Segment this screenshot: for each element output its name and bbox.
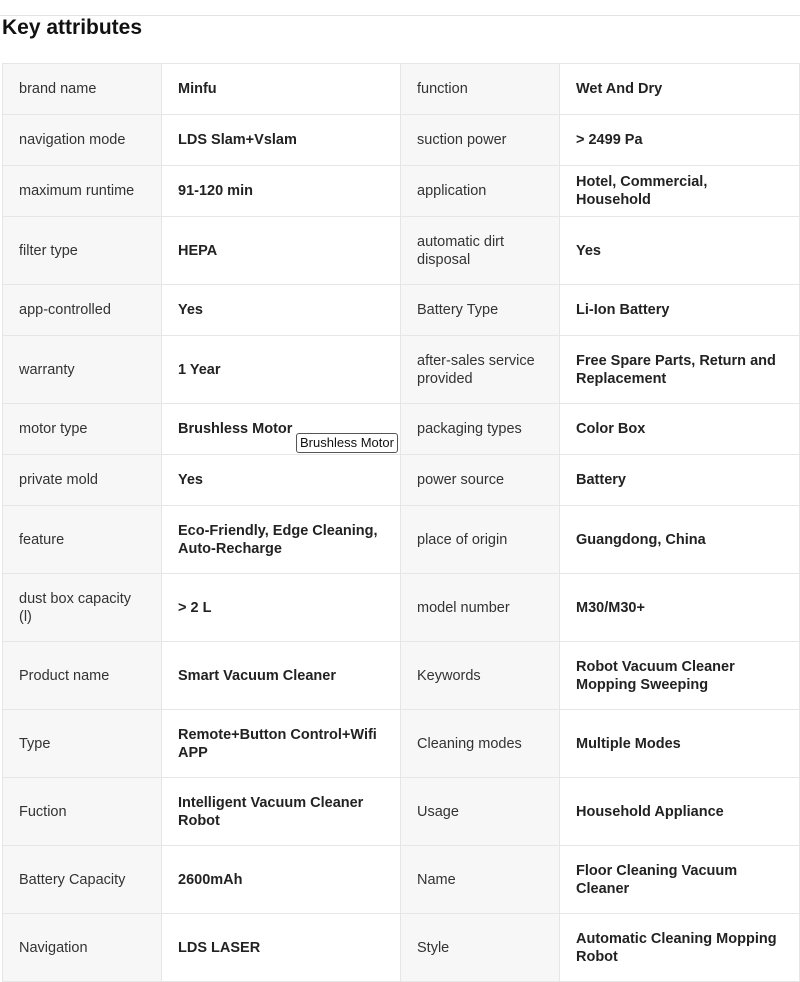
attribute-value: Hotel, Commercial, Household	[560, 166, 800, 217]
attribute-key: place of origin	[401, 506, 560, 574]
attribute-key: warranty	[3, 336, 162, 404]
attribute-value: Remote+Button Control+Wifi APP	[162, 710, 401, 778]
attribute-key: Navigation	[3, 914, 162, 982]
table-row	[3, 846, 800, 914]
attribute-value: Intelligent Vacuum Cleaner Robot	[162, 778, 401, 846]
attribute-key: Battery Type	[401, 285, 560, 336]
attribute-key: model number	[401, 574, 560, 642]
attribute-key: navigation mode	[3, 115, 162, 166]
attribute-key: suction power	[401, 115, 560, 166]
attribute-key: after-sales service provided	[401, 336, 560, 404]
attribute-value: 2600mAh	[162, 846, 401, 914]
attribute-value: Battery	[560, 455, 800, 506]
attribute-value: Yes	[162, 455, 401, 506]
attribute-value: Minfu	[162, 64, 401, 115]
attribute-value: 91-120 min	[162, 166, 401, 217]
attribute-key: Fuction	[3, 778, 162, 846]
attribute-key: Name	[401, 846, 560, 914]
table-row	[3, 506, 800, 574]
attributes-table	[2, 63, 800, 982]
attribute-key: motor type	[3, 404, 162, 455]
attribute-value: Li-Ion Battery	[560, 285, 800, 336]
table-row	[3, 115, 800, 166]
attribute-key: Type	[3, 710, 162, 778]
attribute-value: Guangdong, China	[560, 506, 800, 574]
attribute-value: Smart Vacuum Cleaner	[162, 642, 401, 710]
attribute-key: brand name	[3, 64, 162, 115]
table-row	[3, 710, 800, 778]
attribute-value: Yes	[162, 285, 401, 336]
attribute-key: feature	[3, 506, 162, 574]
table-row	[3, 285, 800, 336]
attribute-value: Automatic Cleaning Mopping Robot	[560, 914, 800, 982]
attribute-key: packaging types	[401, 404, 560, 455]
section-title: Key attributes	[2, 16, 143, 39]
table-row	[3, 166, 800, 217]
table-row	[3, 336, 800, 404]
table-row	[3, 574, 800, 642]
attribute-key: application	[401, 166, 560, 217]
attribute-key: power source	[401, 455, 560, 506]
table-row	[3, 778, 800, 846]
attribute-value: Household Appliance	[560, 778, 800, 846]
attribute-key: maximum runtime	[3, 166, 162, 217]
attribute-value: Floor Cleaning Vacuum Cleaner	[560, 846, 800, 914]
attribute-value: Eco-Friendly, Edge Cleaning, Auto-Recharge	[162, 506, 401, 574]
table-row	[3, 455, 800, 506]
attribute-value: Robot Vacuum Cleaner Mopping Sweeping	[560, 642, 800, 710]
attribute-value: LDS LASER	[162, 914, 401, 982]
attribute-value	[162, 404, 401, 455]
attribute-value: HEPA	[162, 217, 401, 285]
attribute-key: Style	[401, 914, 560, 982]
attribute-key: private mold	[3, 455, 162, 506]
attribute-value: Color Box	[560, 404, 800, 455]
attribute-key: Product name	[3, 642, 162, 710]
table-row	[3, 914, 800, 982]
table-row	[3, 64, 800, 115]
attribute-value: Wet And Dry	[560, 64, 800, 115]
attribute-value: LDS Slam+Vslam	[162, 115, 401, 166]
attribute-value-text: Brushless Motor	[178, 421, 293, 437]
attribute-value: Free Spare Parts, Return and Replacement	[560, 336, 800, 404]
attribute-key: app-controlled	[3, 285, 162, 336]
attribute-value: M30/M30+	[560, 574, 800, 642]
attribute-key: function	[401, 64, 560, 115]
attribute-value: Multiple Modes	[560, 710, 800, 778]
attribute-value: Yes	[560, 217, 800, 285]
attribute-value: > 2 L	[162, 574, 401, 642]
table-row	[3, 642, 800, 710]
attribute-key: Usage	[401, 778, 560, 846]
table-row	[3, 217, 800, 285]
table-row	[3, 404, 800, 455]
attribute-key: filter type	[3, 217, 162, 285]
tooltip: Brushless Motor	[296, 433, 398, 453]
attribute-key: Battery Capacity	[3, 846, 162, 914]
attribute-value: > 2499 Pa	[560, 115, 800, 166]
attribute-key: Keywords	[401, 642, 560, 710]
attribute-key: Cleaning modes	[401, 710, 560, 778]
attribute-key: automatic dirt disposal	[401, 217, 560, 285]
attribute-key: dust box capacity (l)	[3, 574, 162, 642]
attribute-value: 1 Year	[162, 336, 401, 404]
